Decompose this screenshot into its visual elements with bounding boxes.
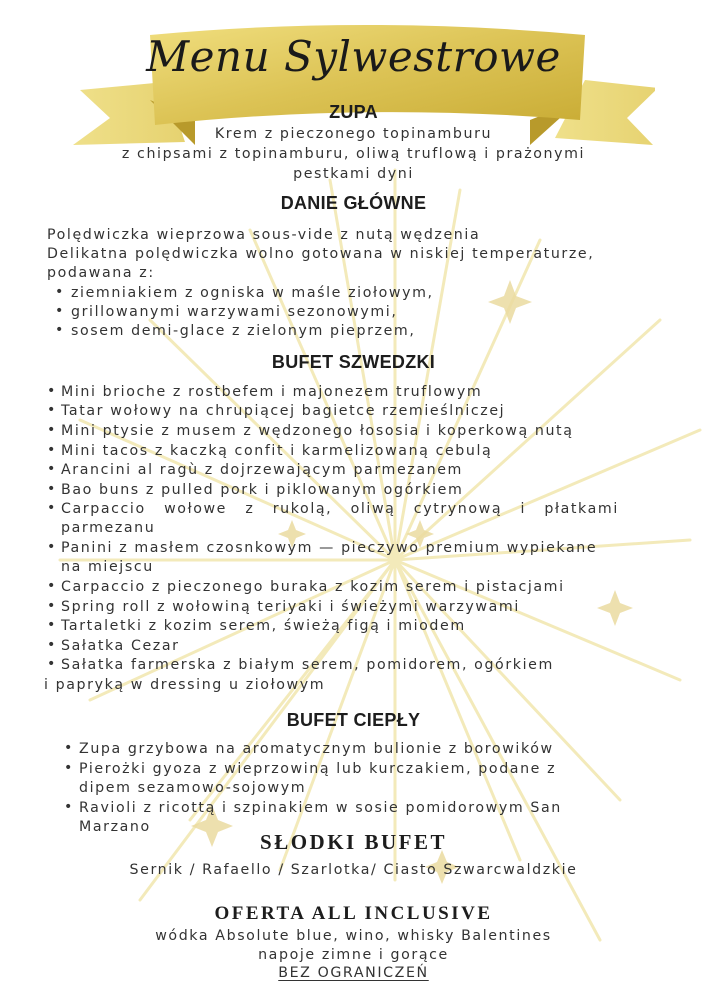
bufet-szwedzki-item: Sałatka Cezar: [61, 638, 180, 654]
bufet-cieply-item-cont: dipem sezamowo-sojowym: [79, 780, 307, 796]
bufet-szwedzki-item: Panini z masłem czosnkowym — pieczywo premium wypiekane: [61, 540, 598, 556]
bullet-icon: •: [55, 322, 64, 338]
bullet-icon: •: [47, 402, 56, 418]
bullet-icon: •: [47, 422, 56, 438]
section-heading-danie-glowne: DANIE GŁÓWNE: [280, 193, 427, 213]
bullet-icon: •: [47, 442, 56, 458]
danie-intro-line: Polędwiczka wieprzowa sous-vide z nutą wędzenia: [47, 227, 481, 243]
danie-intro-line: podawana z:: [47, 265, 155, 281]
bullet-icon: •: [55, 303, 64, 319]
bufet-szwedzki-item: Bao buns z pulled pork i piklowanym ogórkiem: [61, 482, 464, 498]
bufet-szwedzki-item: Sałatka farmerska z białym serem, pomidorem, ogórkiem: [61, 657, 554, 673]
bullet-icon: •: [55, 284, 64, 300]
bufet-szwedzki-item: Tatar wołowy na chrupiącej bagietce rzemieślniczej: [61, 403, 506, 419]
bufet-cieply-item: Pierożki gyoza z wieprzowiną lub kurczakiem, podane z: [79, 761, 557, 777]
bufet-szwedzki-item: Spring roll z wołowiną teriyaki i świeżymi warzywami: [61, 599, 520, 615]
section-heading-slodki-bufet: SŁODKI BUFET: [260, 830, 447, 854]
oferta-line: napoje zimne i gorące: [258, 947, 449, 963]
zupa-line: z chipsami z topinamburu, oliwą truflową i prażonymi: [121, 146, 586, 162]
bufet-cieply-item: Zupa grzybowa na aromatycznym bulionie z borowików: [79, 741, 554, 757]
oferta-emphasis: [0, 964, 707, 983]
bullet-icon: •: [47, 598, 56, 614]
bufet-szwedzki-item: Mini tacos z kaczką confit i karmelizowaną cebulą: [61, 443, 493, 459]
section-heading-bufet-szwedzki: BUFET SZWEDZKI: [271, 352, 436, 372]
section-heading-bufet-cieply: BUFET CIEPŁY: [286, 710, 421, 730]
section-heading-zupa: ZUPA: [329, 102, 378, 122]
danie-item: ziemniakiem z ogniska w maśle ziołowym,: [71, 285, 434, 301]
bullet-icon: •: [64, 760, 73, 776]
no-limits-label: BEZ OGRANICZEŃ: [278, 965, 429, 981]
bufet-szwedzki-item: Carpaccio z pieczonego buraka z kozim serem i pistacjami: [61, 579, 565, 595]
bullet-icon: •: [47, 383, 56, 399]
bullet-icon: •: [47, 481, 56, 497]
bufet-szwedzki-item: Arancini al ragù z dojrzewającym parmezanem: [61, 462, 463, 478]
oferta-line: wódka Absolute blue, wino, whisky Balentines: [155, 928, 552, 944]
bufet-cieply-item-cont: Marzano: [79, 819, 151, 835]
zupa-line: pestkami dyni: [293, 166, 414, 182]
bufet-szwedzki-item-cont: i papryką w dressing u ziołowym: [44, 677, 326, 693]
bufet-szwedzki-item: Tartaletki z kozim serem, świeżą figą i miodem: [61, 618, 466, 634]
bufet-szwedzki-item-cont: parmezanu: [61, 520, 156, 536]
menu-title: Menu Sylwestrowe: [146, 32, 561, 81]
bullet-icon: •: [47, 656, 56, 672]
section-heading-oferta: OFERTA ALL INCLUSIVE: [214, 903, 493, 924]
bullet-icon: •: [64, 740, 73, 756]
bufet-szwedzki-item-cont: na miejscu: [61, 559, 154, 575]
bullet-icon: •: [47, 461, 56, 477]
bufet-szwedzki-item: Carpaccio wołowe z rukolą, oliwą cytrynową i płatkami: [61, 501, 619, 517]
bullet-icon: •: [47, 500, 56, 516]
slodki-bufet-line: Sernik / Rafaello / Szarlotka/ Ciasto Szwarcwaldzkie: [129, 862, 578, 878]
bullet-icon: •: [47, 539, 56, 555]
bullet-icon: •: [47, 617, 56, 633]
bullet-icon: •: [47, 578, 56, 594]
danie-item: sosem demi-glace z zielonym pieprzem,: [71, 323, 416, 339]
bullet-icon: •: [64, 799, 73, 815]
bufet-szwedzki-item: Mini brioche z rostbefem i majonezem truflowym: [61, 384, 483, 400]
danie-intro-line: Delikatna polędwiczka wolno gotowana w niskiej temperaturze,: [47, 246, 595, 262]
zupa-line: Krem z pieczonego topinamburu: [214, 126, 493, 142]
bufet-cieply-item: Ravioli z ricottą i szpinakiem w sosie pomidorowym San: [79, 800, 562, 816]
bufet-szwedzki-item: Mini ptysie z musem z wędzonego łososia i koperkową nutą: [61, 423, 574, 439]
danie-item: grillowanymi warzywami sezonowymi,: [71, 304, 398, 320]
bullet-icon: •: [47, 637, 56, 653]
